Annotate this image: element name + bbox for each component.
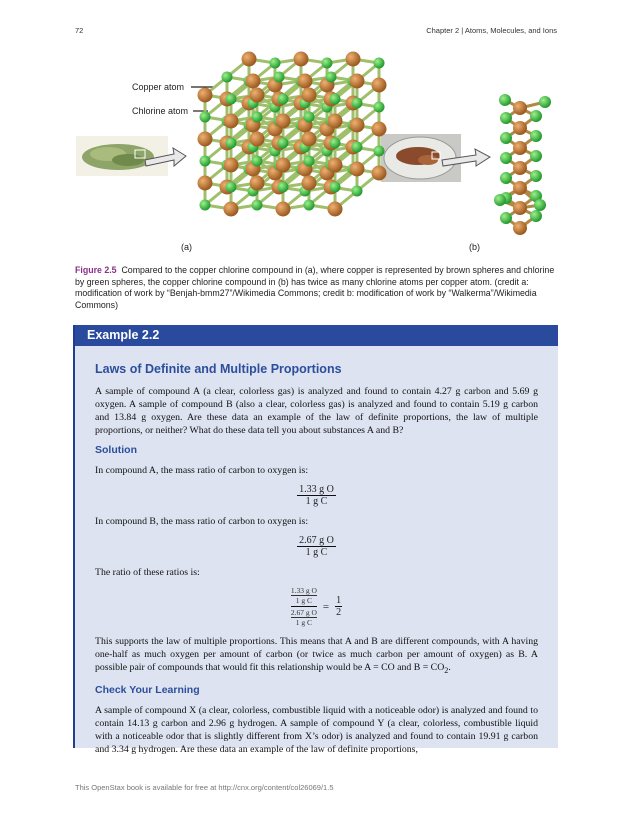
conclusion-subscript: 2	[444, 665, 449, 675]
check-learning-text: A sample of compound X (a clear, colorless, combustible liquid with a noticeable odor) is analyzed and found to contain 14.13 g carbon and 2.96 g hydrogen. A sample of compound Y (a clear, colorless, combustible liquid with a noticeable odor that is slightly different from X’s odor) is analyzed and found to contain 19.91 g carbon and 3.34 g hydrogen. Are these data an example of the law of definite proportions,	[95, 704, 538, 755]
copper-atom	[513, 161, 527, 175]
chlorine-atom	[500, 212, 512, 224]
figure-caption	[75, 265, 555, 311]
copper-atom	[372, 166, 387, 181]
compound-frac-top-num: 1.33 g O	[290, 586, 317, 595]
chlorine-atom	[494, 194, 506, 206]
chlorine-atom	[274, 72, 285, 83]
copper-atom	[294, 52, 309, 67]
ratio-fraction-a	[95, 484, 538, 507]
page-footer: This OpenStax book is available for free at http://cnx.org/content/col26069/1.5	[75, 783, 334, 792]
conclusion-text	[95, 635, 538, 677]
chlorine-atom	[374, 58, 385, 69]
page-number: 72	[75, 26, 84, 35]
copper-atom	[224, 114, 239, 129]
solution-compound-a: In compound A, the mass ratio of carbon to oxygen is:	[95, 465, 309, 476]
chlorine-atom	[352, 98, 363, 109]
copper-atom	[328, 202, 343, 217]
compound-frac-top-den: 1 g C	[295, 596, 313, 605]
copper-atom	[224, 202, 239, 217]
chlorine-atom	[226, 94, 237, 105]
copper-atom	[346, 52, 361, 67]
running-header: Chapter 2 | Atoms, Molecules, and Ions	[426, 26, 557, 35]
chlorine-atom	[252, 156, 263, 167]
copper-atom	[246, 74, 261, 89]
half-denominator: 2	[336, 607, 342, 618]
chlorine-atom	[226, 182, 237, 193]
copper-atom	[513, 141, 527, 155]
compound-frac-bottom-num: 2.67 g O	[290, 608, 317, 617]
lattice-a	[198, 52, 387, 217]
lattice-b	[494, 94, 551, 235]
compound-fraction	[95, 586, 538, 627]
chlorine-atom	[200, 112, 211, 123]
chlorine-atom	[330, 94, 341, 105]
chlorine-atom	[352, 186, 363, 197]
panel-a-label: (a)	[181, 242, 192, 252]
copper-atom	[328, 114, 343, 129]
ratio-of-ratios-text: The ratio of these ratios is:	[95, 567, 200, 578]
copper-atom	[276, 114, 291, 129]
copper-atom	[513, 201, 527, 215]
chlorine-atom	[530, 150, 542, 162]
copper-atom	[250, 176, 265, 191]
chlorine-atom	[539, 96, 551, 108]
fraction-b-denominator: 1 g C	[305, 547, 328, 558]
copper-atom-label: Copper atom	[132, 82, 185, 92]
chlorine-atom	[499, 94, 511, 106]
chlorine-atom	[200, 200, 211, 211]
chlorine-atom	[326, 72, 337, 83]
caption-text: Compared to the copper chlorine compound in (a), where copper is represented by brown spheres and chlorine by green spheres, the copper chlorine compound in (b) has twice as many chlorine atoms per copper atom. (credit a: modification of work by “Benjah-bmm27”/Wikimedia Commons; credit b: modification of work by “Walkerma”/Wikimedia Commons)	[75, 265, 555, 310]
copper-atom	[328, 158, 343, 173]
copper-atom	[372, 122, 387, 137]
chlorine-atom	[322, 58, 333, 69]
chlorine-atom	[352, 142, 363, 153]
figure-number: Figure 2.5	[75, 265, 117, 275]
copper-atom	[302, 132, 317, 147]
copper-atom	[350, 118, 365, 133]
chlorine-atom	[500, 172, 512, 184]
copper-atom	[198, 132, 213, 147]
chlorine-atom	[530, 130, 542, 142]
chlorine-atom	[222, 72, 233, 83]
copper-atom	[513, 221, 527, 235]
copper-atom	[276, 202, 291, 217]
example-intro: A sample of compound A (a clear, colorless gas) is analyzed and found to contain 4.27 g carbon and 5.69 g oxygen. A sample of compound B (also a clear, colorless gas) is analyzed and found to contain 5.19 g carbon and 13.84 g oxygen. Are these data an example of the law of definite proportions, the law of multiple proportions, or neither? What do these data tell you about substances A and B?	[95, 386, 538, 436]
copper-atom	[302, 176, 317, 191]
chlorine-atom	[530, 110, 542, 122]
example-heading: Laws of Definite and Multiple Proportions	[95, 362, 342, 376]
copper-atom	[276, 158, 291, 173]
ratio-fraction-b	[95, 535, 538, 558]
chlorine-atom	[500, 152, 512, 164]
fraction-a-denominator: 1 g C	[305, 496, 328, 507]
chlorine-atom	[304, 156, 315, 167]
panel-b-label: (b)	[469, 242, 480, 252]
fraction-a-numerator: 1.33 g O	[299, 484, 334, 495]
copper-atom	[350, 74, 365, 89]
copper-atom	[242, 52, 257, 67]
chlorine-atom-label: Chlorine atom	[132, 106, 189, 116]
copper-atom	[198, 88, 213, 103]
compound-frac-bottom-den: 1 g C	[295, 618, 313, 627]
copper-atom	[372, 78, 387, 93]
example-title-bar: Example 2.2	[75, 325, 558, 346]
chlorine-atom	[252, 200, 263, 211]
check-learning-heading: Check Your Learning	[95, 683, 200, 696]
chlorine-atom	[304, 112, 315, 123]
chlorine-atom	[226, 138, 237, 149]
copper-atom	[298, 74, 313, 89]
chlorine-atom	[304, 200, 315, 211]
chlorine-atom	[278, 182, 289, 193]
conclusion-body: This supports the law of multiple proportions. This means that A and B are different compounds, with A having one-half as much oxygen per amount of carbon (or twice as much carbon per amount of oxygen) as B. A possible pair of compounds that would fit this relationship would be A = CO and B = CO	[95, 636, 538, 673]
copper-atom	[250, 88, 265, 103]
chlorine-atom	[278, 138, 289, 149]
copper-atom	[513, 181, 527, 195]
chlorine-atom	[530, 170, 542, 182]
copper-atom	[250, 132, 265, 147]
chlorine-atom	[374, 146, 385, 157]
sample-photo-b	[381, 134, 461, 182]
solution-heading: Solution	[95, 444, 137, 456]
copper-atom	[513, 121, 527, 135]
example-box	[73, 325, 558, 755]
copper-atom	[350, 162, 365, 177]
chlorine-atom	[534, 199, 546, 211]
chlorine-atom	[278, 94, 289, 105]
equals-sign: =	[322, 600, 330, 613]
copper-atom	[513, 101, 527, 115]
half-numerator: 1	[336, 595, 342, 606]
chlorine-atom	[252, 112, 263, 123]
crystal-figure	[0, 0, 630, 260]
conclusion-period: .	[448, 662, 451, 673]
chlorine-atom	[270, 58, 281, 69]
copper-atom	[302, 88, 317, 103]
chlorine-atom	[530, 210, 542, 222]
copper-atom	[198, 176, 213, 191]
chlorine-atom	[500, 112, 512, 124]
sample-photo-a	[76, 136, 168, 176]
chlorine-atom	[374, 102, 385, 113]
solution-compound-b: In compound B, the mass ratio of carbon to oxygen is:	[95, 516, 309, 527]
fraction-b-numerator: 2.67 g O	[299, 535, 334, 546]
chlorine-atom	[200, 156, 211, 167]
chlorine-atom	[500, 132, 512, 144]
chlorine-atom	[330, 138, 341, 149]
copper-atom	[224, 158, 239, 173]
chlorine-atom	[330, 182, 341, 193]
